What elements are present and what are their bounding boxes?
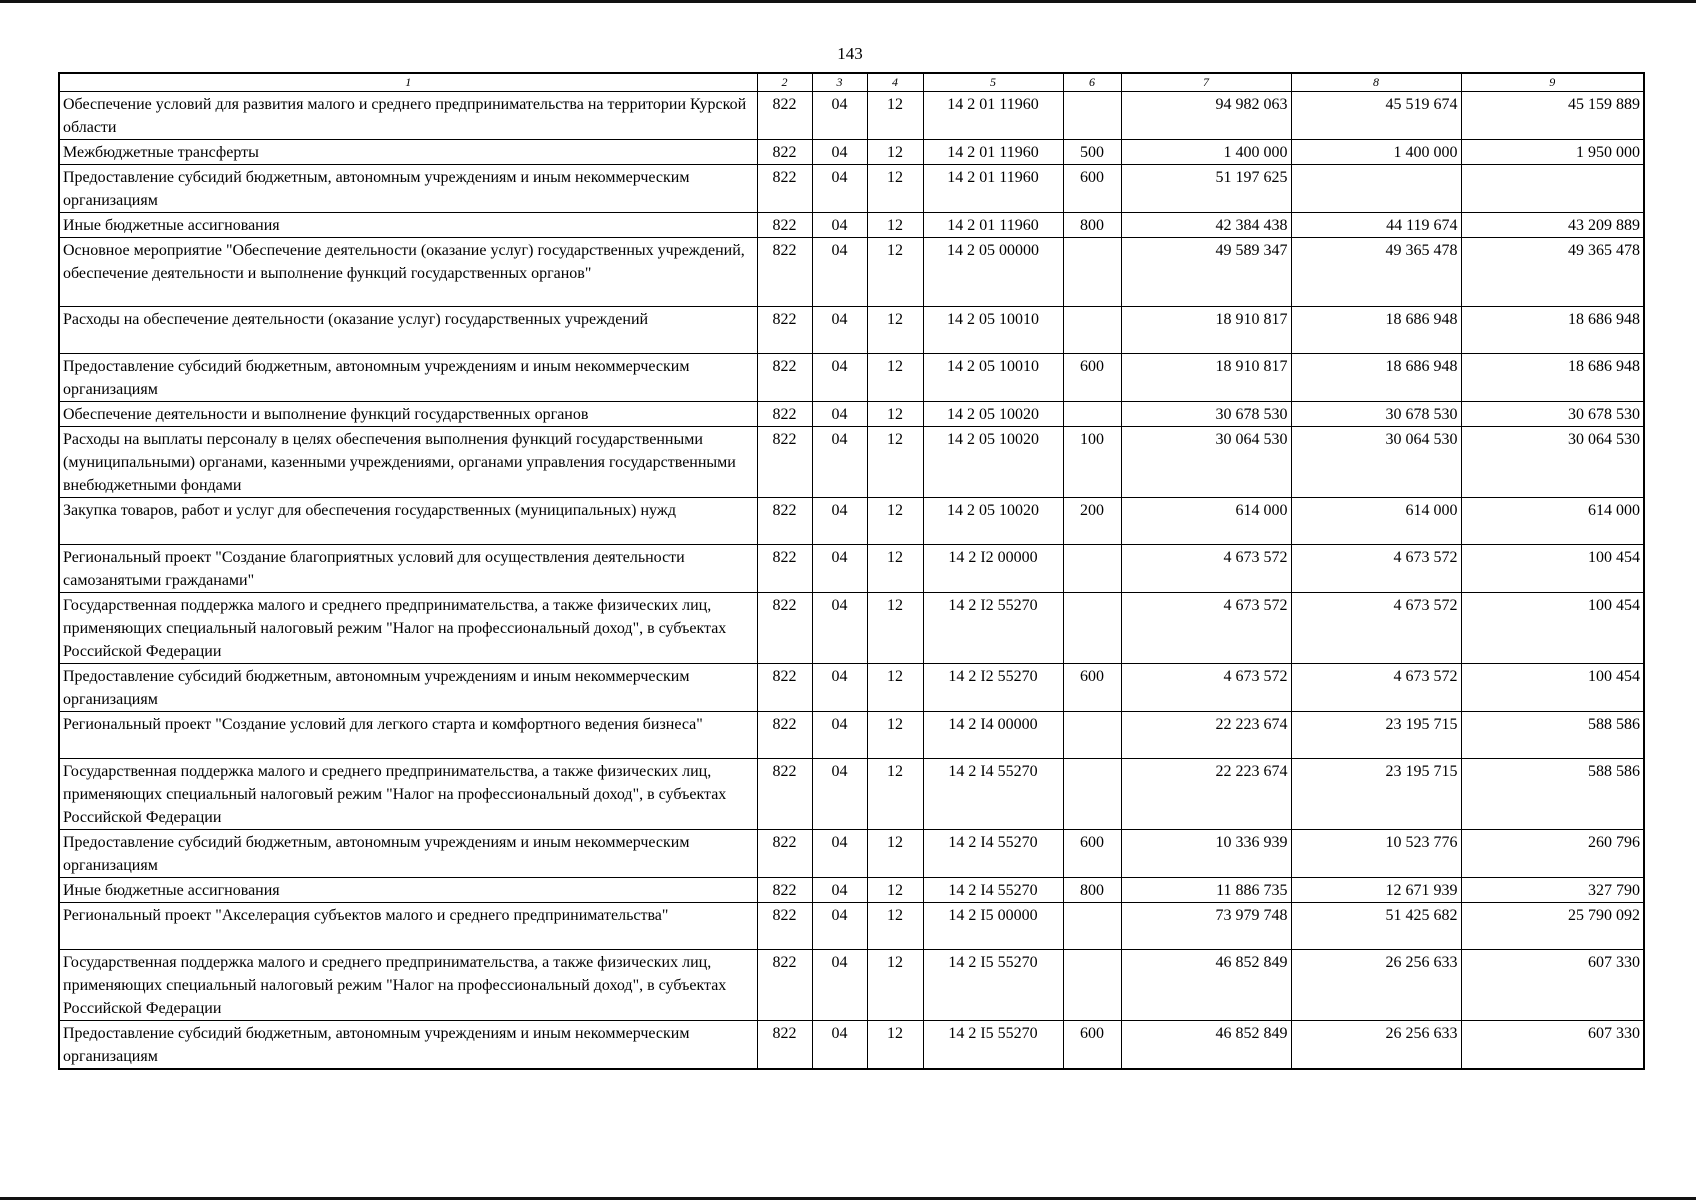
amount-year-2: 45 519 674 bbox=[1291, 92, 1461, 140]
subsection-code: 12 bbox=[867, 878, 923, 903]
amount-year-2: 49 365 478 bbox=[1291, 238, 1461, 307]
section-code: 04 bbox=[812, 664, 867, 712]
amount-year-3: 588 586 bbox=[1461, 759, 1644, 830]
expense-type-code bbox=[1063, 712, 1121, 759]
amount-year-3: 100 454 bbox=[1461, 545, 1644, 593]
row-name: Региональный проект "Создание благоприятных условий для осуществления деятельности самозанятыми гражданами" bbox=[59, 545, 757, 593]
amount-year-1: 42 384 438 bbox=[1121, 213, 1291, 238]
section-code: 04 bbox=[812, 165, 867, 213]
expense-type-code: 800 bbox=[1063, 878, 1121, 903]
amount-year-3: 607 330 bbox=[1461, 950, 1644, 1021]
table-row bbox=[59, 593, 1644, 664]
subsection-code: 12 bbox=[867, 427, 923, 498]
amount-year-3: 30 678 530 bbox=[1461, 402, 1644, 427]
column-header: 4 bbox=[867, 73, 923, 92]
subsection-code: 12 bbox=[867, 140, 923, 165]
amount-year-1: 94 982 063 bbox=[1121, 92, 1291, 140]
target-article-code: 14 2 I5 55270 bbox=[923, 1021, 1063, 1070]
subsection-code: 12 bbox=[867, 545, 923, 593]
amount-year-1: 22 223 674 bbox=[1121, 712, 1291, 759]
row-name: Государственная поддержка малого и среднего предпринимательства, а также физических лиц, применяющих специальный налоговый режим "Налог на профессиональный доход", в субъектах Российской Федерации bbox=[59, 593, 757, 664]
amount-year-1: 73 979 748 bbox=[1121, 903, 1291, 950]
section-code: 04 bbox=[812, 498, 867, 545]
expense-type-code: 200 bbox=[1063, 498, 1121, 545]
section-code: 04 bbox=[812, 238, 867, 307]
section-code: 04 bbox=[812, 402, 867, 427]
amount-year-2: 44 119 674 bbox=[1291, 213, 1461, 238]
expense-type-code bbox=[1063, 903, 1121, 950]
expense-type-code bbox=[1063, 759, 1121, 830]
row-name: Межбюджетные трансферты bbox=[59, 140, 757, 165]
row-name: Предоставление субсидий бюджетным, автономным учреждениям и иным некоммерческим организациям bbox=[59, 664, 757, 712]
amount-year-3: 607 330 bbox=[1461, 1021, 1644, 1070]
row-name: Региональный проект "Создание условий для легкого старта и комфортного ведения бизнеса" bbox=[59, 712, 757, 759]
subsection-code: 12 bbox=[867, 759, 923, 830]
table-row bbox=[59, 712, 1644, 759]
gr-code: 822 bbox=[757, 498, 812, 545]
expense-type-code bbox=[1063, 950, 1121, 1021]
target-article-code: 14 2 01 11960 bbox=[923, 165, 1063, 213]
amount-year-3: 18 686 948 bbox=[1461, 307, 1644, 354]
amount-year-2: 23 195 715 bbox=[1291, 712, 1461, 759]
amount-year-1: 11 886 735 bbox=[1121, 878, 1291, 903]
target-article-code: 14 2 I4 55270 bbox=[923, 830, 1063, 878]
table-row bbox=[59, 213, 1644, 238]
subsection-code: 12 bbox=[867, 498, 923, 545]
expense-type-code: 600 bbox=[1063, 354, 1121, 402]
row-name: Закупка товаров, работ и услуг для обеспечения государственных (муниципальных) нужд bbox=[59, 498, 757, 545]
gr-code: 822 bbox=[757, 165, 812, 213]
column-header: 9 bbox=[1461, 73, 1644, 92]
expense-type-code: 800 bbox=[1063, 213, 1121, 238]
table-row bbox=[59, 165, 1644, 213]
subsection-code: 12 bbox=[867, 1021, 923, 1070]
column-header: 2 bbox=[757, 73, 812, 92]
gr-code: 822 bbox=[757, 593, 812, 664]
section-code: 04 bbox=[812, 712, 867, 759]
amount-year-3: 100 454 bbox=[1461, 593, 1644, 664]
column-header: 1 bbox=[59, 73, 757, 92]
target-article-code: 14 2 I5 00000 bbox=[923, 903, 1063, 950]
row-name: Предоставление субсидий бюджетным, автономным учреждениям и иным некоммерческим организациям bbox=[59, 1021, 757, 1070]
expense-type-code bbox=[1063, 92, 1121, 140]
subsection-code: 12 bbox=[867, 830, 923, 878]
table-row bbox=[59, 950, 1644, 1021]
target-article-code: 14 2 I4 55270 bbox=[923, 759, 1063, 830]
column-header: 6 bbox=[1063, 73, 1121, 92]
row-name: Предоставление субсидий бюджетным, автономным учреждениям и иным некоммерческим организациям bbox=[59, 354, 757, 402]
row-name: Региональный проект "Акселерация субъектов малого и среднего предпринимательства" bbox=[59, 903, 757, 950]
amount-year-1: 4 673 572 bbox=[1121, 545, 1291, 593]
subsection-code: 12 bbox=[867, 903, 923, 950]
budget-table bbox=[58, 72, 1645, 1070]
section-code: 04 bbox=[812, 903, 867, 950]
gr-code: 822 bbox=[757, 878, 812, 903]
amount-year-2: 1 400 000 bbox=[1291, 140, 1461, 165]
table-row bbox=[59, 307, 1644, 354]
amount-year-2: 10 523 776 bbox=[1291, 830, 1461, 878]
amount-year-3: 260 796 bbox=[1461, 830, 1644, 878]
target-article-code: 14 2 05 10020 bbox=[923, 498, 1063, 545]
section-code: 04 bbox=[812, 1021, 867, 1070]
target-article-code: 14 2 05 10020 bbox=[923, 402, 1063, 427]
row-name: Обеспечение условий для развития малого и среднего предпринимательства на территории Курской области bbox=[59, 92, 757, 140]
gr-code: 822 bbox=[757, 238, 812, 307]
subsection-code: 12 bbox=[867, 213, 923, 238]
section-code: 04 bbox=[812, 759, 867, 830]
row-name: Предоставление субсидий бюджетным, автономным учреждениям и иным некоммерческим организациям bbox=[59, 165, 757, 213]
gr-code: 822 bbox=[757, 427, 812, 498]
amount-year-3: 18 686 948 bbox=[1461, 354, 1644, 402]
expense-type-code: 500 bbox=[1063, 140, 1121, 165]
table-body bbox=[59, 92, 1644, 1070]
target-article-code: 14 2 01 11960 bbox=[923, 140, 1063, 165]
section-code: 04 bbox=[812, 950, 867, 1021]
row-name: Иные бюджетные ассигнования bbox=[59, 878, 757, 903]
gr-code: 822 bbox=[757, 1021, 812, 1070]
subsection-code: 12 bbox=[867, 165, 923, 213]
amount-year-1: 22 223 674 bbox=[1121, 759, 1291, 830]
section-code: 04 bbox=[812, 830, 867, 878]
amount-year-2: 4 673 572 bbox=[1291, 664, 1461, 712]
table-row bbox=[59, 903, 1644, 950]
page-number: 143 bbox=[837, 44, 863, 63]
amount-year-3: 1 950 000 bbox=[1461, 140, 1644, 165]
target-article-code: 14 2 I2 55270 bbox=[923, 664, 1063, 712]
table-row bbox=[59, 354, 1644, 402]
amount-year-3: 30 064 530 bbox=[1461, 427, 1644, 498]
amount-year-3: 327 790 bbox=[1461, 878, 1644, 903]
section-code: 04 bbox=[812, 354, 867, 402]
target-article-code: 14 2 05 10010 bbox=[923, 307, 1063, 354]
amount-year-3: 25 790 092 bbox=[1461, 903, 1644, 950]
amount-year-1: 49 589 347 bbox=[1121, 238, 1291, 307]
target-article-code: 14 2 I4 00000 bbox=[923, 712, 1063, 759]
expense-type-code bbox=[1063, 402, 1121, 427]
section-code: 04 bbox=[812, 878, 867, 903]
section-code: 04 bbox=[812, 427, 867, 498]
section-code: 04 bbox=[812, 140, 867, 165]
subsection-code: 12 bbox=[867, 950, 923, 1021]
target-article-code: 14 2 I4 55270 bbox=[923, 878, 1063, 903]
target-article-code: 14 2 I2 00000 bbox=[923, 545, 1063, 593]
row-name: Государственная поддержка малого и среднего предпринимательства, а также физических лиц, применяющих специальный налоговый режим "Налог на профессиональный доход", в субъектах Российской Федерации bbox=[59, 759, 757, 830]
row-name: Расходы на обеспечение деятельности (оказание услуг) государственных учреждений bbox=[59, 307, 757, 354]
amount-year-2: 4 673 572 bbox=[1291, 593, 1461, 664]
gr-code: 822 bbox=[757, 664, 812, 712]
column-number-row bbox=[59, 73, 1644, 92]
gr-code: 822 bbox=[757, 92, 812, 140]
amount-year-1: 46 852 849 bbox=[1121, 950, 1291, 1021]
amount-year-2 bbox=[1291, 165, 1461, 213]
gr-code: 822 bbox=[757, 354, 812, 402]
subsection-code: 12 bbox=[867, 354, 923, 402]
subsection-code: 12 bbox=[867, 712, 923, 759]
amount-year-1: 1 400 000 bbox=[1121, 140, 1291, 165]
amount-year-1: 4 673 572 bbox=[1121, 593, 1291, 664]
amount-year-1: 46 852 849 bbox=[1121, 1021, 1291, 1070]
expense-type-code: 100 bbox=[1063, 427, 1121, 498]
amount-year-2: 4 673 572 bbox=[1291, 545, 1461, 593]
subsection-code: 12 bbox=[867, 307, 923, 354]
row-name: Расходы на выплаты персоналу в целях обеспечения выполнения функций государственными (муниципальными) органами, казенными учреждениями, органами управления государственными внебюджетными фондами bbox=[59, 427, 757, 498]
amount-year-2: 18 686 948 bbox=[1291, 354, 1461, 402]
gr-code: 822 bbox=[757, 759, 812, 830]
column-header: 7 bbox=[1121, 73, 1291, 92]
amount-year-1: 18 910 817 bbox=[1121, 307, 1291, 354]
table-row bbox=[59, 830, 1644, 878]
amount-year-2: 23 195 715 bbox=[1291, 759, 1461, 830]
gr-code: 822 bbox=[757, 712, 812, 759]
gr-code: 822 bbox=[757, 830, 812, 878]
subsection-code: 12 bbox=[867, 238, 923, 307]
section-code: 04 bbox=[812, 213, 867, 238]
amount-year-2: 18 686 948 bbox=[1291, 307, 1461, 354]
table-row bbox=[59, 1021, 1644, 1070]
amount-year-1: 30 678 530 bbox=[1121, 402, 1291, 427]
column-header: 5 bbox=[923, 73, 1063, 92]
table-row bbox=[59, 140, 1644, 165]
gr-code: 822 bbox=[757, 307, 812, 354]
amount-year-2: 30 678 530 bbox=[1291, 402, 1461, 427]
section-code: 04 bbox=[812, 92, 867, 140]
subsection-code: 12 bbox=[867, 92, 923, 140]
column-header: 8 bbox=[1291, 73, 1461, 92]
table-row bbox=[59, 498, 1644, 545]
amount-year-2: 12 671 939 bbox=[1291, 878, 1461, 903]
target-article-code: 14 2 01 11960 bbox=[923, 213, 1063, 238]
row-name: Обеспечение деятельности и выполнение функций государственных органов bbox=[59, 402, 757, 427]
target-article-code: 14 2 I5 55270 bbox=[923, 950, 1063, 1021]
expense-type-code: 600 bbox=[1063, 830, 1121, 878]
row-name: Предоставление субсидий бюджетным, автономным учреждениям и иным некоммерческим организациям bbox=[59, 830, 757, 878]
amount-year-3: 43 209 889 bbox=[1461, 213, 1644, 238]
table-row bbox=[59, 238, 1644, 307]
amount-year-3 bbox=[1461, 165, 1644, 213]
expense-type-code bbox=[1063, 593, 1121, 664]
gr-code: 822 bbox=[757, 950, 812, 1021]
gr-code: 822 bbox=[757, 402, 812, 427]
target-article-code: 14 2 01 11960 bbox=[923, 92, 1063, 140]
subsection-code: 12 bbox=[867, 593, 923, 664]
amount-year-1: 30 064 530 bbox=[1121, 427, 1291, 498]
expense-type-code bbox=[1063, 307, 1121, 354]
table-row bbox=[59, 92, 1644, 140]
expense-type-code: 600 bbox=[1063, 1021, 1121, 1070]
amount-year-2: 30 064 530 bbox=[1291, 427, 1461, 498]
row-name: Иные бюджетные ассигнования bbox=[59, 213, 757, 238]
amount-year-3: 100 454 bbox=[1461, 664, 1644, 712]
amount-year-1: 10 336 939 bbox=[1121, 830, 1291, 878]
amount-year-2: 26 256 633 bbox=[1291, 1021, 1461, 1070]
amount-year-3: 45 159 889 bbox=[1461, 92, 1644, 140]
row-name: Основное мероприятие "Обеспечение деятельности (оказание услуг) государственных учреждений, обеспечение деятельности и выполнение функций государственных органов" bbox=[59, 238, 757, 307]
subsection-code: 12 bbox=[867, 664, 923, 712]
amount-year-3: 49 365 478 bbox=[1461, 238, 1644, 307]
row-name: Государственная поддержка малого и среднего предпринимательства, а также физических лиц, применяющих специальный налоговый режим "Налог на профессиональный доход", в субъектах Российской Федерации bbox=[59, 950, 757, 1021]
target-article-code: 14 2 I2 55270 bbox=[923, 593, 1063, 664]
gr-code: 822 bbox=[757, 903, 812, 950]
column-header: 3 bbox=[812, 73, 867, 92]
target-article-code: 14 2 05 10010 bbox=[923, 354, 1063, 402]
expense-type-code: 600 bbox=[1063, 664, 1121, 712]
amount-year-2: 614 000 bbox=[1291, 498, 1461, 545]
table-row bbox=[59, 664, 1644, 712]
table-row bbox=[59, 759, 1644, 830]
gr-code: 822 bbox=[757, 545, 812, 593]
amount-year-2: 26 256 633 bbox=[1291, 950, 1461, 1021]
amount-year-1: 51 197 625 bbox=[1121, 165, 1291, 213]
section-code: 04 bbox=[812, 307, 867, 354]
amount-year-3: 588 586 bbox=[1461, 712, 1644, 759]
amount-year-1: 18 910 817 bbox=[1121, 354, 1291, 402]
table-row bbox=[59, 878, 1644, 903]
expense-type-code bbox=[1063, 238, 1121, 307]
section-code: 04 bbox=[812, 593, 867, 664]
target-article-code: 14 2 05 10020 bbox=[923, 427, 1063, 498]
amount-year-3: 614 000 bbox=[1461, 498, 1644, 545]
gr-code: 822 bbox=[757, 140, 812, 165]
gr-code: 822 bbox=[757, 213, 812, 238]
amount-year-1: 4 673 572 bbox=[1121, 664, 1291, 712]
amount-year-1: 614 000 bbox=[1121, 498, 1291, 545]
table-row bbox=[59, 545, 1644, 593]
table-row bbox=[59, 427, 1644, 498]
target-article-code: 14 2 05 00000 bbox=[923, 238, 1063, 307]
amount-year-2: 51 425 682 bbox=[1291, 903, 1461, 950]
subsection-code: 12 bbox=[867, 402, 923, 427]
expense-type-code: 600 bbox=[1063, 165, 1121, 213]
section-code: 04 bbox=[812, 545, 867, 593]
expense-type-code bbox=[1063, 545, 1121, 593]
table-row bbox=[59, 402, 1644, 427]
scan-top-edge bbox=[0, 0, 1696, 3]
